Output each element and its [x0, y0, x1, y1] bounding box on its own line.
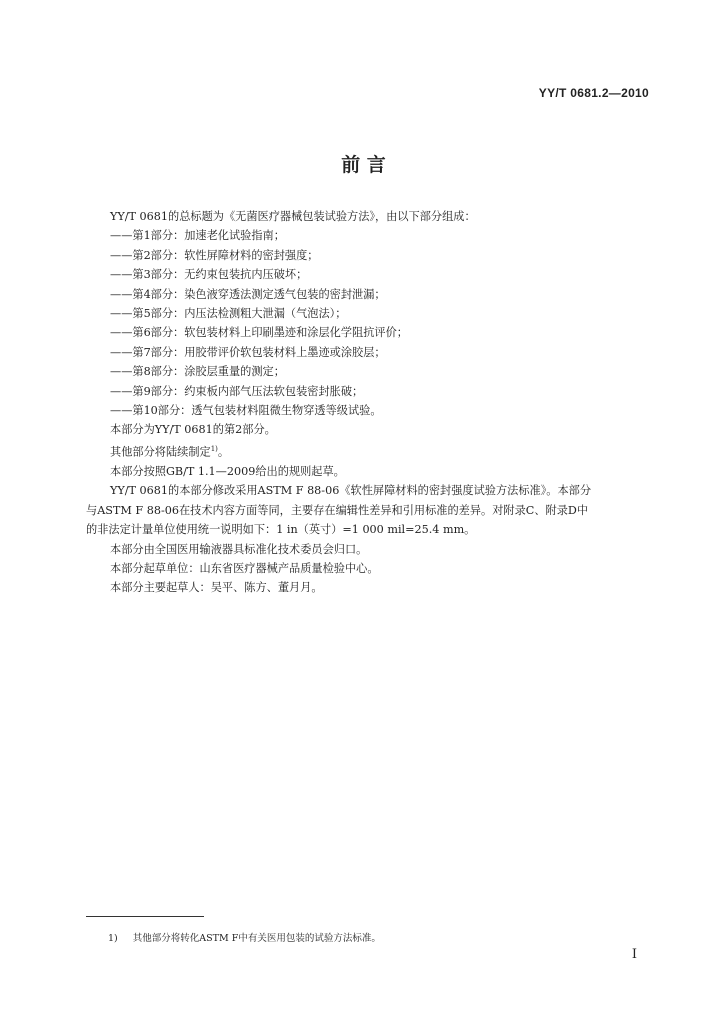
part-list-item-3: ——第3部分：无约束包装抗内压破坏；: [110, 268, 308, 282]
part-list-item-10: ——第10部分：透气包装材料阻微生物穿透等级试验。: [110, 404, 382, 418]
footnote-divider: [86, 916, 204, 917]
foreword-body: [86, 207, 652, 598]
proposer-paragraph: 本部分由全国医用输液器具标准化技术委员会归口。: [110, 542, 368, 556]
standard-code: YY/T 0681.2—2010: [538, 86, 649, 100]
part-list-item-2: ——第2部分：软性屏障材料的密封强度；: [110, 248, 319, 262]
part-list-item-7: ——第7部分：用胶带评价软包装材料上墨迹或涂胶层；: [110, 345, 386, 359]
astm-paragraph-line-3: 的非法定计量单位使用统一说明如下：1 in（英寸）=1 000 mil=25.4 mm。: [86, 523, 476, 537]
part-list-item-9: ——第9部分：约束板内部气压法软包装密封胀破；: [110, 384, 364, 398]
other-parts-paragraph: [86, 440, 652, 462]
part-list-item-8: ——第8部分：涂胶层重量的测定；: [110, 365, 285, 379]
page-title: 前 言: [341, 154, 386, 176]
other-parts-text: 其他部分将陆续制定: [110, 445, 211, 459]
drafting-rules-paragraph: 本部分按照GB/T 1.1—2009给出的规则起草。: [110, 465, 345, 479]
this-part-paragraph: 本部分为YY/T 0681的第2部分。: [110, 423, 276, 437]
footnote-marker: 1): [108, 933, 118, 944]
footnote: [108, 930, 381, 944]
astm-paragraph-line-2: 与ASTM F 88-06在技术内容方面等同，主要存在编辑性差异和引用标准的差异。对附录C、附录D中: [86, 503, 589, 517]
part-list-item-4: ——第4部分：染色液穿透法测定透气包装的密封泄漏；: [110, 287, 386, 301]
drafting-unit-paragraph: 本部分起草单位：山东省医疗器械产品质量检验中心。: [110, 562, 379, 576]
part-list-item-6: ——第6部分：软包装材料上印刷墨迹和涂层化学阻抗评价；: [110, 326, 408, 340]
page-number: I: [631, 947, 637, 962]
astm-paragraph-line-1: YY/T 0681的本部分修改采用ASTM F 88-06《软性屏障材料的密封强度试验方法标准》。本部分: [110, 484, 592, 498]
part-list-item-5: ——第5部分：内压法检测粗大泄漏（气泡法）；: [110, 307, 347, 321]
footnote-reference: 1): [210, 444, 218, 453]
part-list-item-1: ——第1部分：加速老化试验指南；: [110, 229, 285, 243]
intro-paragraph: YY/T 0681的总标题为《无菌医疗器械包装试验方法》，由以下部分组成：: [110, 210, 476, 223]
footnote-text: 其他部分将转化ASTM F中有关医用包装的试验方法标准。: [132, 933, 381, 944]
drafters-paragraph: 本部分主要起草人：吴平、陈方、董月月。: [110, 581, 323, 595]
other-parts-end: 。: [217, 445, 230, 459]
